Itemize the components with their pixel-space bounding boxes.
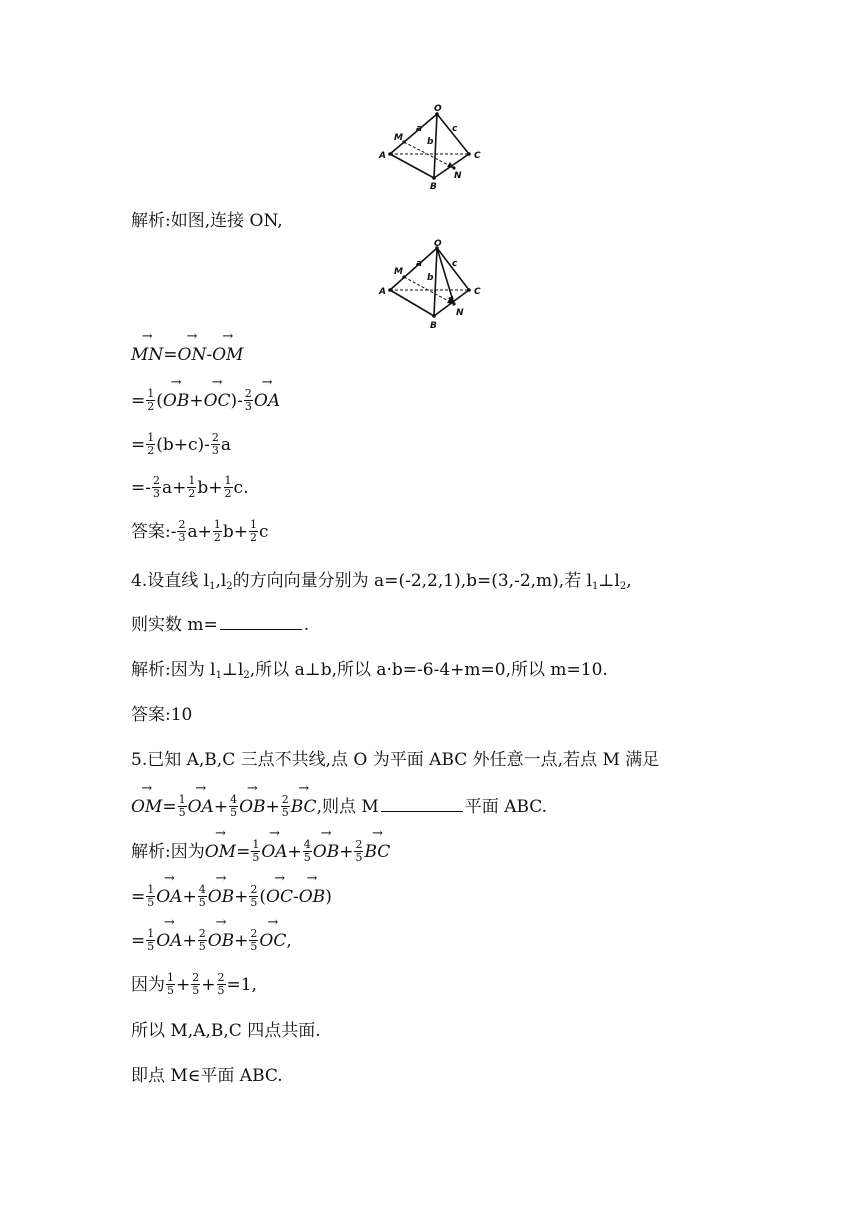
text-fragment: 2 xyxy=(213,531,221,544)
fraction xyxy=(354,839,363,864)
vector-om: → OM xyxy=(205,841,236,863)
vector-bc: → BC xyxy=(364,841,390,863)
plus-sign: + xyxy=(197,522,212,542)
text-fragment: , xyxy=(626,571,632,591)
question-5-conclusion: 即点 M∈平面 ABC. xyxy=(131,1066,283,1086)
text-fragment: = xyxy=(236,842,251,862)
label-m: M xyxy=(394,267,403,277)
vector-ob: → OB xyxy=(208,930,234,952)
text-fragment: 1 xyxy=(224,474,232,487)
equals-sign: = xyxy=(162,797,177,817)
question-5-analysis xyxy=(131,840,390,865)
fraction xyxy=(146,928,155,953)
text-fragment: + xyxy=(182,931,197,951)
label-b: B xyxy=(430,321,437,330)
text-fragment: 2 xyxy=(153,474,160,487)
label-vec-b: b xyxy=(427,273,434,283)
label-vec-a: a xyxy=(416,259,423,269)
text-fragment: 2 xyxy=(226,581,233,592)
text-fragment: 4 xyxy=(230,793,238,806)
text-fragment: =1, xyxy=(226,975,257,995)
label-vec-c: c xyxy=(452,259,458,269)
text-fragment: ,则点 M xyxy=(316,797,379,817)
text-fragment: + xyxy=(287,842,302,862)
fraction xyxy=(213,519,222,544)
text-fragment: 2 xyxy=(243,670,250,681)
fraction xyxy=(224,475,233,500)
vector-oa: → OA xyxy=(156,886,182,908)
label-a: A xyxy=(379,151,386,161)
text-fragment: 2 xyxy=(250,927,258,940)
text-fragment: 平面 ABC. xyxy=(464,797,548,817)
text-fragment: 5 xyxy=(192,984,200,997)
fraction xyxy=(303,839,312,864)
text-fragment: - xyxy=(293,887,299,907)
plus-sign: + xyxy=(213,797,229,817)
text-fragment: ,l xyxy=(215,571,227,591)
label-c: C xyxy=(474,151,481,161)
vector-oc: → OC xyxy=(266,886,293,908)
text-fragment: + xyxy=(339,842,354,862)
label-vec-b: b xyxy=(427,137,434,147)
text-fragment: ⊥l xyxy=(221,660,244,680)
equals-sign: = xyxy=(131,435,146,455)
equals-sign: = xyxy=(131,391,146,411)
text-fragment: 5 xyxy=(303,851,311,864)
question-4 xyxy=(131,570,632,595)
question-5-line-2 xyxy=(131,795,547,820)
question-4-analysis xyxy=(131,659,608,684)
vector-om: → OM xyxy=(131,796,162,818)
answer-blank xyxy=(220,613,302,630)
label-vec-a: a xyxy=(416,124,423,134)
text-fragment: 2 xyxy=(178,518,186,531)
text-fragment: 1 xyxy=(147,883,155,896)
fraction xyxy=(249,519,258,544)
text-fragment: 解析:因为 l xyxy=(131,660,216,680)
fraction xyxy=(249,928,258,953)
text-fragment: ( xyxy=(259,887,267,907)
question-5-coplanar: 所以 M,A,B,C 四点共面. xyxy=(131,1021,321,1041)
text-fragment: 1 xyxy=(209,581,216,592)
paren: ( xyxy=(156,391,163,411)
tetrahedron-figure-2 xyxy=(374,238,490,330)
vector-om: → OM xyxy=(212,344,243,366)
text-fragment: 1 xyxy=(178,793,186,806)
paren: ) xyxy=(230,391,238,411)
vector-on: → ON xyxy=(178,344,207,366)
text-fragment: + xyxy=(234,931,249,951)
text-fragment: ,所以 a⊥b,所以 a·b=-6-4+m=0,所以 m=10. xyxy=(249,660,608,680)
text-fragment: 5 xyxy=(147,896,155,909)
fraction xyxy=(211,432,220,457)
text-fragment: 5 xyxy=(250,940,258,953)
text-fragment: = xyxy=(131,931,146,951)
fraction xyxy=(249,884,258,909)
question-4-line-2 xyxy=(131,613,309,636)
text-fragment: 1 xyxy=(147,431,155,444)
minus-sign: - xyxy=(170,522,177,542)
label-o: O xyxy=(434,104,442,114)
vector-bc: → BC xyxy=(291,796,317,818)
vector-ob: → OB xyxy=(208,886,234,908)
tetrahedron-figure-1 xyxy=(374,102,490,190)
fraction xyxy=(244,388,253,413)
text-fragment: 2 xyxy=(619,581,627,592)
answer-label: 答案: xyxy=(131,522,171,542)
minus-sign: - xyxy=(145,478,151,498)
text-fragment: + xyxy=(201,975,216,995)
fraction xyxy=(166,972,175,997)
text-fragment: 5 xyxy=(230,806,238,819)
text-fragment: 2 xyxy=(250,883,258,896)
text-fragment: 2 xyxy=(192,971,200,984)
letter-a: a xyxy=(220,435,232,455)
question-5: 5.已知 A,B,C 三点不共线,点 O 为平面 ABC 外任意一点,若点 M 满足 xyxy=(131,750,660,770)
vector-oa: → OA xyxy=(188,796,214,818)
text-fragment: 3 xyxy=(244,400,252,413)
text-fragment: 4.设直线 l xyxy=(131,571,210,591)
fraction xyxy=(251,839,260,864)
fraction xyxy=(229,794,238,819)
plus-sign: + xyxy=(265,797,280,817)
period: . xyxy=(243,478,249,498)
text-fragment: 1 xyxy=(188,474,196,487)
text-fragment: , xyxy=(286,931,292,951)
text-fragment: 2 xyxy=(198,927,206,940)
label-n: N xyxy=(456,308,464,318)
plus-sign: + xyxy=(233,522,249,542)
fraction xyxy=(198,928,207,953)
fraction xyxy=(217,972,226,997)
letter-c: c xyxy=(259,522,269,542)
text-fragment: 1 xyxy=(147,387,155,400)
analysis-intro: 解析:如图,连接 ON, xyxy=(131,211,283,231)
text-fragment: 4 xyxy=(198,883,206,896)
plus-sign: + xyxy=(189,391,204,411)
answer-blank xyxy=(381,795,463,812)
label-vec-c: c xyxy=(452,124,458,134)
letter-a: a xyxy=(162,478,173,498)
text-fragment: ) xyxy=(325,887,332,907)
text-fragment: 4 xyxy=(303,838,311,851)
text-fragment: 1 xyxy=(250,518,258,531)
label-b: B xyxy=(430,182,437,190)
text-fragment: 解析:因为 xyxy=(131,842,205,862)
text-fragment: 2 xyxy=(224,487,232,500)
vector-ob: → OB xyxy=(313,841,339,863)
label-o: O xyxy=(434,239,442,249)
text-fragment: 2 xyxy=(217,971,225,984)
equation-step-1 xyxy=(131,389,280,414)
fraction xyxy=(177,519,186,544)
text-fragment: 1 xyxy=(167,971,174,984)
minus-sign: - xyxy=(204,435,210,455)
text-fragment: 2 xyxy=(211,431,219,444)
text-fragment: 5 xyxy=(198,940,206,953)
text-fragment: 1 xyxy=(213,518,221,531)
text-fragment: 2 xyxy=(147,400,155,413)
vector-oc: → OC xyxy=(204,390,231,412)
text-fragment: 3 xyxy=(153,487,160,500)
text-fragment: 5 xyxy=(178,806,186,819)
text-fragment: ⊥l xyxy=(598,571,620,591)
text-fragment: 2 xyxy=(188,487,196,500)
fraction xyxy=(198,884,207,909)
letter-c: c xyxy=(233,478,244,498)
text-fragment: 5 xyxy=(198,896,206,909)
vector-ob: → OB xyxy=(239,796,265,818)
text-fragment: 2 xyxy=(250,531,258,544)
text-fragment: 2 xyxy=(244,387,252,400)
text-fragment: 因为 xyxy=(131,975,165,995)
text-fragment: 5 xyxy=(355,851,363,864)
question-5-step-2 xyxy=(131,929,292,954)
text-fragment: + xyxy=(182,887,197,907)
vector-ob: → OB xyxy=(299,886,325,908)
equation-mn xyxy=(131,344,243,366)
fraction xyxy=(146,388,155,413)
vector-ob: → OB xyxy=(163,390,189,412)
label-c: C xyxy=(474,287,481,297)
equation-step-3 xyxy=(131,476,248,501)
letter-b: b xyxy=(222,522,234,542)
fraction xyxy=(191,972,200,997)
minus-sign: - xyxy=(206,345,213,365)
vector-oa: → OA xyxy=(156,930,182,952)
fraction xyxy=(152,475,161,500)
vector-oc: → OC xyxy=(259,930,286,952)
text-fragment: = xyxy=(131,887,146,907)
text-fragment: + xyxy=(176,975,191,995)
text-fragment: 3 xyxy=(211,444,219,457)
text-fragment: 5 xyxy=(147,940,155,953)
label-a: A xyxy=(379,287,386,297)
equals-sign: = xyxy=(163,345,178,365)
equation-step-2 xyxy=(131,433,231,458)
text-fragment: 1 xyxy=(252,838,260,851)
label-m: M xyxy=(394,133,403,143)
text-fragment: 1 xyxy=(592,581,599,592)
text-fragment: 5 xyxy=(217,984,225,997)
vector-oa: → OA xyxy=(261,841,287,863)
answer-3 xyxy=(131,520,269,545)
fraction xyxy=(281,794,290,819)
minus-sign: - xyxy=(237,391,243,411)
text-fragment: 2 xyxy=(281,793,289,806)
plus-sign: + xyxy=(208,478,223,498)
fraction xyxy=(146,432,155,457)
text-fragment: 则实数 m= xyxy=(131,615,218,635)
term-b-plus-c: (b+c) xyxy=(156,435,205,455)
equals-sign: = xyxy=(131,478,146,498)
text-fragment: 的方向向量分别为 a=(-2,2,1),b=(3,-2,m),若 l xyxy=(232,571,593,591)
text-fragment: 5 xyxy=(252,851,260,864)
text-fragment: 2 xyxy=(147,444,155,457)
vector-oa: → OA xyxy=(254,390,280,412)
text-fragment: 5 xyxy=(167,984,174,997)
letter-b: b xyxy=(197,478,209,498)
question-4-answer: 答案:10 xyxy=(131,705,193,725)
label-n: N xyxy=(454,171,462,181)
text-fragment: 2 xyxy=(355,838,363,851)
fraction xyxy=(178,794,187,819)
text-fragment: 5 xyxy=(250,896,258,909)
text-fragment: 1 xyxy=(147,927,155,940)
fraction xyxy=(146,884,155,909)
fraction xyxy=(187,475,196,500)
text-fragment: 5 xyxy=(281,806,289,819)
question-5-step-1 xyxy=(131,885,332,910)
plus-sign: + xyxy=(172,478,187,498)
question-5-step-3 xyxy=(131,973,257,998)
letter-a: a xyxy=(187,522,198,542)
text-fragment: . xyxy=(303,615,310,635)
text-fragment: 3 xyxy=(178,531,186,544)
text-fragment: 1 xyxy=(215,670,222,681)
vector-mn: → MN xyxy=(131,344,163,366)
text-fragment: + xyxy=(234,887,249,907)
